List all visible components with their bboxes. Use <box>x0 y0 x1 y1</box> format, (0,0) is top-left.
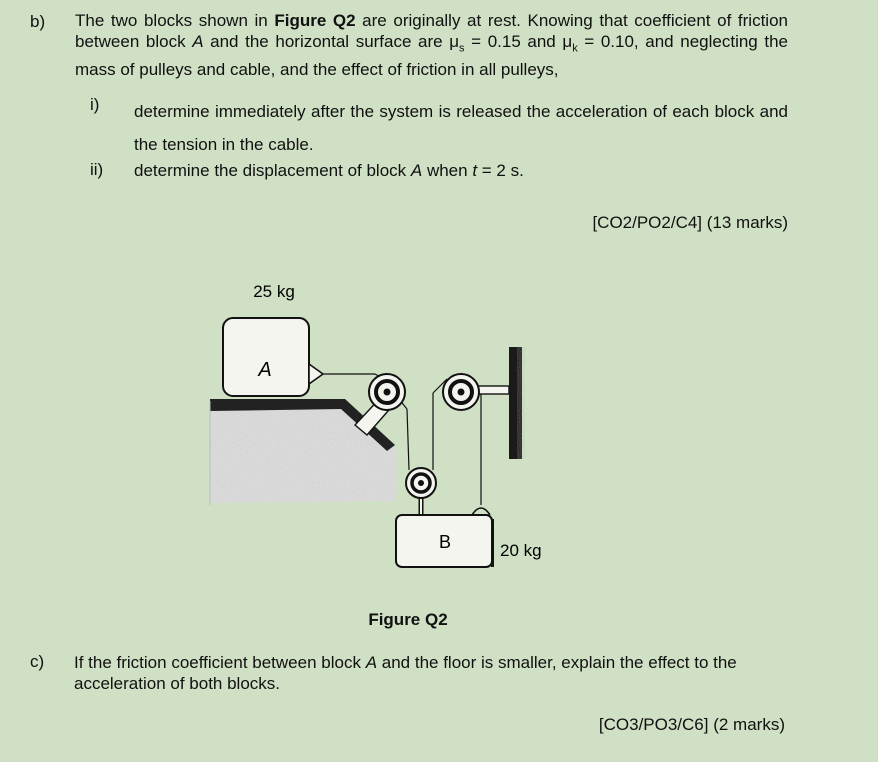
wall <box>509 347 525 459</box>
figure-reference: Figure Q2 <box>274 11 356 30</box>
item-ii-text: determine the displacement of block A when t = 2 s. <box>134 161 524 180</box>
figure-q2 <box>195 275 595 575</box>
part-b-intro: The two blocks shown in Figure Q2 are originally at rest. Knowing that coefficient of friction between block A and the horizontal surface are $\mu_s = 0.15$ and $\mu_k = 0.10$, and neglecting the mass of pulleys and cable, and the effect of friction in all pulleys, <box>75 11 788 80</box>
part-c-marks: [CO3/PO3/C6] (2 marks) <box>598 715 785 734</box>
mass-b-label: 20 kg <box>500 541 542 560</box>
pulley-2 <box>443 374 509 410</box>
block-a-hook <box>309 364 323 384</box>
pulley-3 <box>406 468 436 515</box>
block-b-label: B <box>438 532 452 552</box>
block-a <box>223 318 309 396</box>
item-ii-number: ii) <box>90 160 104 179</box>
part-b-marks: [CO2/PO2/C4] (13 marks) <box>592 213 788 232</box>
mass-a-label: 25 kg <box>253 282 295 301</box>
block-a-label: A <box>258 359 272 381</box>
item-i-number: i) <box>90 95 100 114</box>
pulley-1 <box>355 374 405 435</box>
item-i-text: determine immediately after the system is released the acceleration of each block and the tension in the cable. <box>134 102 788 154</box>
part-c-label: c) <box>30 652 45 671</box>
figure-caption: Figure Q2 <box>368 610 448 629</box>
part-b-label: b) <box>30 12 46 31</box>
part-c-text: If the friction coefficient between block A and the floor is smaller, explain the effect to the acceleration of both blocks. <box>74 653 737 693</box>
